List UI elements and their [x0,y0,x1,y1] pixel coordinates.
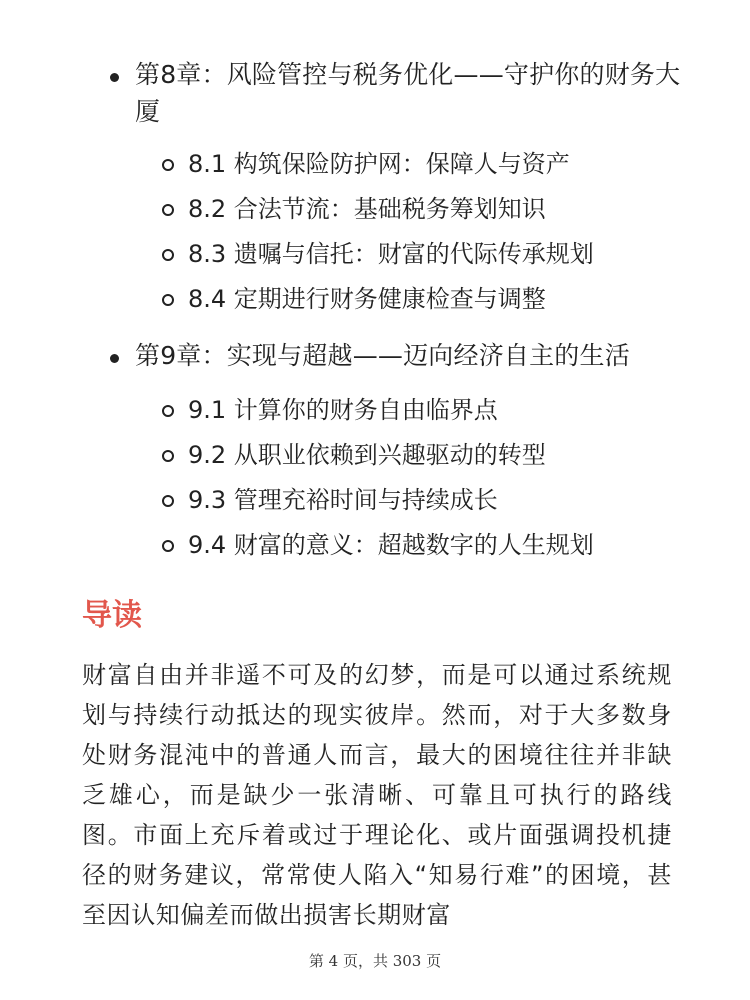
section-item [162,187,682,232]
chapter-8-section-list [162,142,682,322]
bullet-circle-icon [162,495,174,507]
section-item [162,388,682,433]
section-title: 9.1 计算你的财务自由临界点 [188,396,498,424]
section-title: 8.3 遗嘱与信托：财富的代际传承规划 [188,240,594,268]
bullet-circle-icon [162,450,174,462]
bullet-circle-icon [162,249,174,261]
bullet-circle-icon [162,294,174,306]
section-title: 9.4 财富的意义：超越数字的人生规划 [188,531,594,559]
section-title: 9.3 管理充裕时间与持续成长 [188,486,498,514]
bullet-circle-icon [162,405,174,417]
intro-paragraph: 财富自由并非遥不可及的幻梦，而是可以通过系统规划与持续行动抵达的现实彼岸。然而，对于大多数身处财务混沌中的普通人而言，最大的困境往往并非缺乏雄心，而是缺少一张清晰、可靠且可执行的路线图。市面上充斥着或过于理论化、或片面强调投机捷径的财务建议，常常使人陷入“知易行难”的困境，甚至因认知偏差而做出损害长期财富 [82,661,672,929]
bullet-circle-icon [162,159,174,171]
section-title: 9.2 从职业依赖到兴趣驱动的转型 [188,441,546,469]
section-item [162,277,682,322]
section-title: 8.1 构筑保险防护网：保障人与资产 [188,150,570,178]
bullet-circle-icon [162,204,174,216]
page-number-footer: 第 4 页，共 303 页 [308,952,442,970]
bullet-dot-icon [110,354,119,363]
section-item [162,478,682,523]
chapter-9-item [110,337,690,374]
section-item [162,232,682,277]
section-item [162,433,682,478]
section-title: 8.4 定期进行财务健康检查与调整 [188,285,546,313]
chapter-9-title: 第9章：实现与超越——迈向经济自主的生活 [135,341,630,370]
bullet-dot-icon [110,73,119,82]
section-item [162,523,682,568]
section-item [162,142,682,187]
chapter-8-item [110,56,690,130]
intro-heading: 导读 [82,598,142,633]
chapter-9-section-list [162,388,682,568]
section-title: 8.2 合法节流：基础税务筹划知识 [188,195,546,223]
chapter-8-title: 第8章：风险管控与税务优化——守护你的财务大厦 [135,60,681,126]
bullet-circle-icon [162,540,174,552]
